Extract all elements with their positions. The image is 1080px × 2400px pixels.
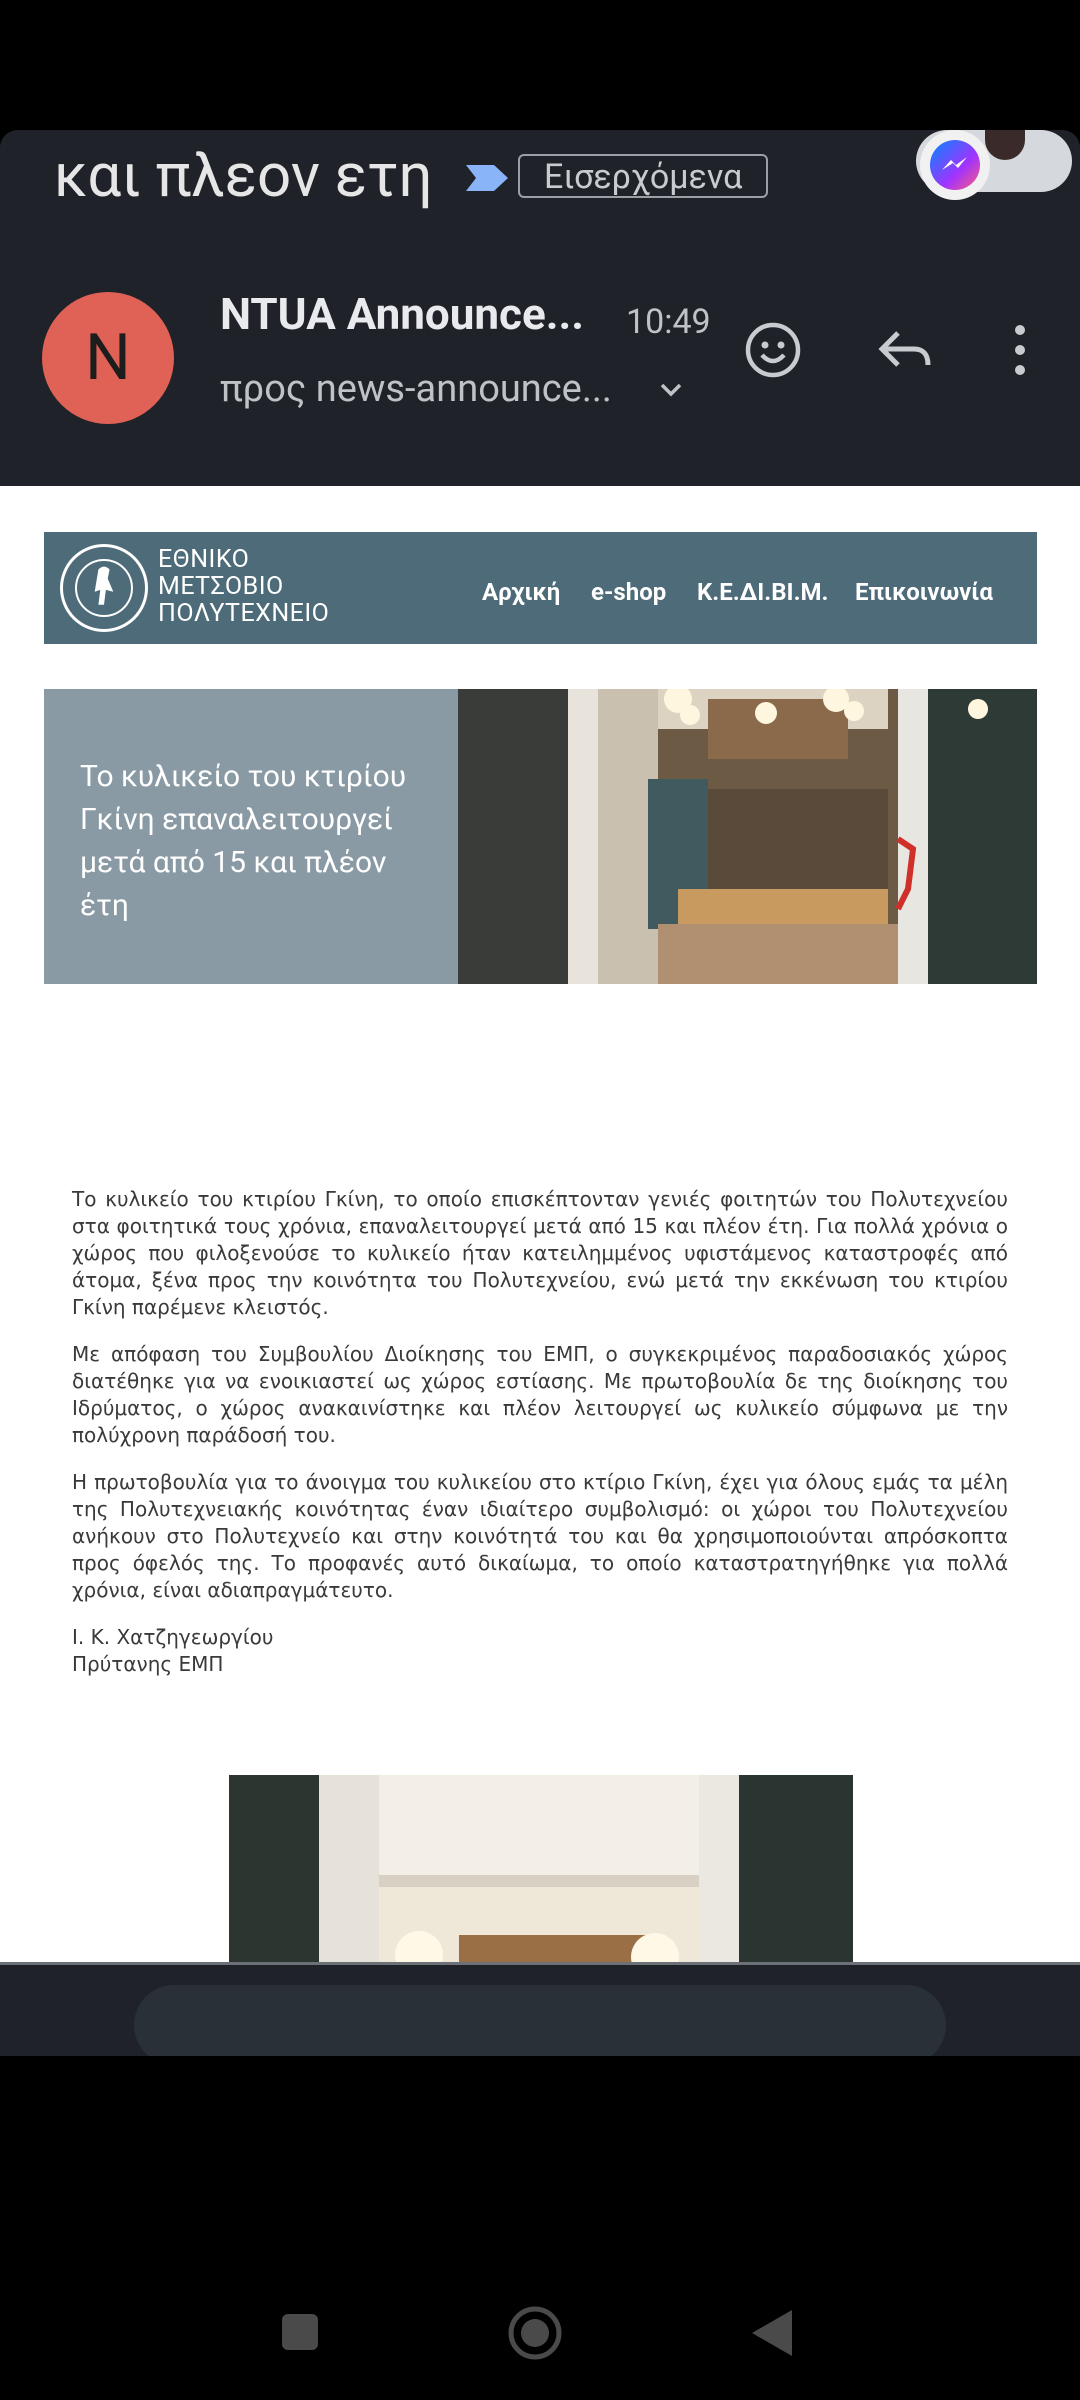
more-options-icon[interactable] <box>985 315 1055 385</box>
ntua-header-banner <box>44 532 1037 644</box>
nav-link-eshop[interactable]: e-shop <box>591 578 667 606</box>
importance-marker-icon <box>464 163 510 193</box>
sender-name[interactable]: NTUA Announce... <box>220 288 585 340</box>
bottom-action-bar <box>0 1962 1080 2056</box>
article-paragraph: Η πρωτοβουλία για το άνοιγμα του κυλικείου στο κτίριο Γκίνη, έχει για όλους εμάς τα μέλη της Πολυτεχνειακής κοινότητας έναν ιδιαίτερο συμβολισμό: οι χώροι του Πολυτεχνείου ανήκουν στο Πολυτεχνείο και στην κοινότητά του και θα χρησιμοποιούνται απρόσκοπτα προς όφελός της. Το προφανές αυτό δικαίωμα, το οποίο καταστρατηγήθηκε για πολλά χρόνια, είναι αδιαπραγμάτευτο. <box>72 1470 1008 1602</box>
org-name: ΕΘΝΙΚΟ ΜΕΤΣΟΒΙΟ ΠΟΛΥΤΕΧΝΕΙΟ <box>158 545 330 628</box>
recents-icon[interactable] <box>280 2312 320 2352</box>
ntua-logo-icon[interactable] <box>60 544 148 632</box>
nav-link-contact[interactable]: Επικοινωνία <box>855 578 993 606</box>
cafeteria-photo <box>229 1775 853 1962</box>
email-body <box>0 486 1080 1962</box>
hero-title: Το κυλικείο του κτιρίου Γκίνη επαναλειτουργεί μετά από 15 και πλέον έτη <box>80 759 407 923</box>
status-bar <box>0 0 1080 130</box>
article-paragraph: Το κυλικείο του κτιρίου Γκίνη, το οποίο επισκέπτονταν γενιές φοιτητών του Πολυτεχνείου στα φοιτητικά τους χρόνια, επαναλειτουργεί μετά από 15 και πλέον έτη. Για πολλά χρόνια ο χώρος που φιλοξενούσε το κυλικείο ήταν κατειλημμένος υφιστάμενος καταστροφές από άτομα, ξένα προς την κοινότητα του Πολυτεχνείου, ενώ μετά την εκκένωση του κτιρίου Γκίνη παρέμενε κλειστός. <box>72 1187 1008 1319</box>
hero-photo-cafeteria <box>458 689 1037 984</box>
chevron-down-icon[interactable] <box>656 375 686 405</box>
smart-reply-pill[interactable] <box>134 1985 946 2056</box>
email-view <box>0 130 1080 2056</box>
signature-name: Ι. Κ. Χατζηγεωργίου <box>72 1625 274 1649</box>
messenger-icon[interactable] <box>920 130 990 200</box>
article-text <box>72 1186 1008 1678</box>
label-chip-inbox[interactable]: Εισερχόμενα <box>518 154 768 198</box>
home-icon[interactable] <box>508 2306 562 2360</box>
recipient-line[interactable]: προς news-announce... <box>220 367 612 411</box>
sender-avatar[interactable]: N <box>42 292 174 424</box>
system-navigation-bar <box>0 2056 1080 2400</box>
nav-link-home[interactable]: Αρχική <box>482 578 561 606</box>
hero-title-panel <box>44 689 458 984</box>
nav-link-kedivim[interactable]: Κ.Ε.ΔΙ.ΒΙ.Μ. <box>697 578 829 606</box>
reply-icon[interactable] <box>870 315 940 385</box>
email-time: 10:49 <box>626 302 711 342</box>
email-subject: και πλεον ετη <box>54 140 433 211</box>
signature-title: Πρύτανης ΕΜΠ <box>72 1652 224 1676</box>
emoji-reaction-icon[interactable] <box>738 315 808 385</box>
article-paragraph: Με απόφαση του Συμβουλίου Διοίκησης του ΕΜΠ, ο συγκεκριμένος παραδοσιακός χώρος διατέθηκε για να ενοικιαστεί ως χώρος εστίασης. Με πρωτοβουλία δε της διοίκησης του Ιδρύματος, ο χώρος ανακαινίστηκε και πλέον λειτουργεί ως κυλικείο σύμφωνα με την πολύχρονη παράδοσή του. <box>72 1342 1008 1447</box>
back-icon[interactable] <box>750 2308 794 2358</box>
